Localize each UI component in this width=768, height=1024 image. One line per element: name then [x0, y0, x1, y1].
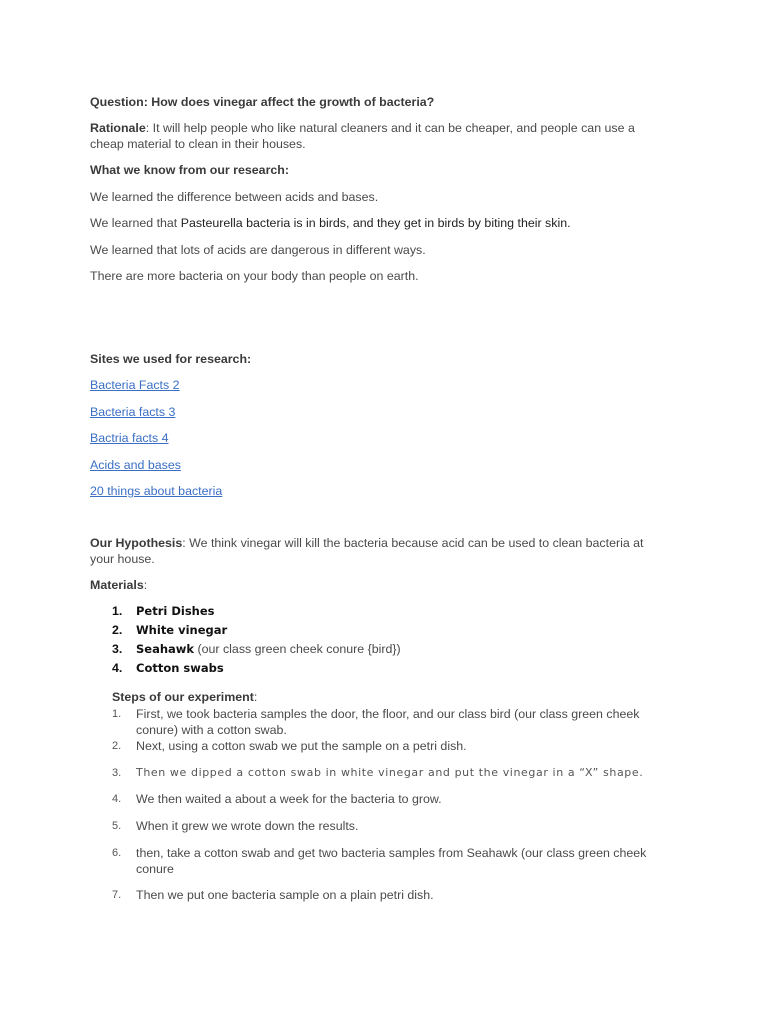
list-number: 1. — [112, 604, 123, 618]
site-link-item — [90, 404, 670, 420]
sites-heading: Sites we used for research: — [90, 352, 252, 366]
materials-heading — [90, 577, 670, 593]
step-text: Then we put one bacteria sample on a plain petri dish. — [136, 888, 434, 902]
steps-heading — [112, 689, 657, 705]
hypothesis-paragraph — [90, 535, 670, 567]
step-number: 2. — [112, 740, 122, 752]
list-item — [112, 818, 657, 834]
list-item — [112, 887, 657, 903]
material-name: Seahawk — [136, 642, 195, 656]
step-text: Then we dipped a cotton swab in white vinegar and put the vinegar in a “X” shape. — [136, 766, 644, 779]
research-fact-3: We learned that lots of acids are dangerous in different ways. — [90, 243, 426, 257]
list-item — [112, 738, 657, 754]
list-number: 4. — [112, 661, 123, 675]
material-name: White vinegar — [136, 623, 228, 637]
step-number: 6. — [112, 847, 122, 859]
list-item — [112, 706, 657, 738]
hypothesis-text: : We think vinegar will kill the bacteria because acid can be used to clean bacteria at your house. — [90, 536, 644, 566]
list-item — [112, 640, 652, 659]
rationale-paragraph — [90, 120, 670, 152]
step-number: 5. — [112, 820, 122, 832]
site-link-item — [90, 457, 670, 473]
research-heading: What we know from our research: — [90, 163, 289, 177]
list-number: 3. — [112, 642, 123, 656]
site-link-item — [90, 483, 670, 499]
list-item — [112, 765, 657, 781]
site-link-bacteria-facts-3[interactable]: Bacteria facts 3 — [90, 405, 176, 419]
question-heading: Question: How does vinegar affect the growth of bacteria? — [90, 95, 435, 109]
material-name: Cotton swabs — [136, 661, 224, 675]
materials-label: Materials — [90, 578, 144, 592]
rationale-text: : It will help people who like natural cleaners and it can be cheaper, and people can use a cheap material to clean in their houses. — [90, 121, 635, 151]
site-link-bacteria-facts-2[interactable]: Bacteria Facts 2 — [90, 378, 180, 392]
steps-colon: : — [253, 690, 258, 704]
site-link-20-things[interactable]: 20 things about bacteria — [90, 484, 223, 498]
step-number: 3. — [112, 767, 122, 779]
list-number: 2. — [112, 623, 123, 637]
site-link-bactria-facts-4[interactable]: Bactria facts 4 — [90, 431, 169, 445]
list-item — [112, 602, 652, 621]
research-fact-2 — [90, 215, 670, 231]
material-note: (our class green cheek conure {bird}) — [194, 642, 401, 656]
site-link-acids-and-bases[interactable]: Acids and bases — [90, 458, 181, 472]
list-item — [112, 791, 657, 807]
materials-colon: : — [143, 578, 148, 592]
step-text: First, we took bacteria samples the door, the floor, and our class bird (our class green cheek conure) with a cotton swab. — [136, 707, 640, 737]
step-text: then, take a cotton swab and get two bacteria samples from Seahawk (our class green cheek conure — [136, 846, 647, 876]
steps-label: Steps of our experiment — [112, 690, 254, 704]
step-number: 7. — [112, 889, 122, 901]
list-item — [112, 845, 657, 877]
research-fact-2-prefix: We learned that — [90, 216, 181, 230]
step-text: We then waited a about a week for the bacteria to grow. — [136, 792, 442, 806]
hypothesis-label: Our Hypothesis — [90, 536, 183, 550]
list-item — [112, 621, 652, 640]
list-item — [112, 659, 652, 678]
site-link-item — [90, 377, 670, 393]
material-name: Petri Dishes — [136, 604, 215, 618]
research-fact-2-highlight: Pasteurella bacteria is in birds, and they get in birds by biting their skin. — [180, 216, 571, 230]
step-number: 4. — [112, 793, 122, 805]
research-fact-1: We learned the difference between acids and bases. — [90, 190, 379, 204]
materials-list — [112, 602, 652, 678]
site-link-item — [90, 430, 670, 446]
rationale-label: Rationale — [90, 121, 146, 135]
step-number: 1. — [112, 708, 122, 720]
step-text: When it grew we wrote down the results. — [136, 819, 359, 833]
step-text: Next, using a cotton swab we put the sample on a petri dish. — [136, 739, 467, 753]
research-fact-4: There are more bacteria on your body than people on earth. — [90, 269, 419, 283]
